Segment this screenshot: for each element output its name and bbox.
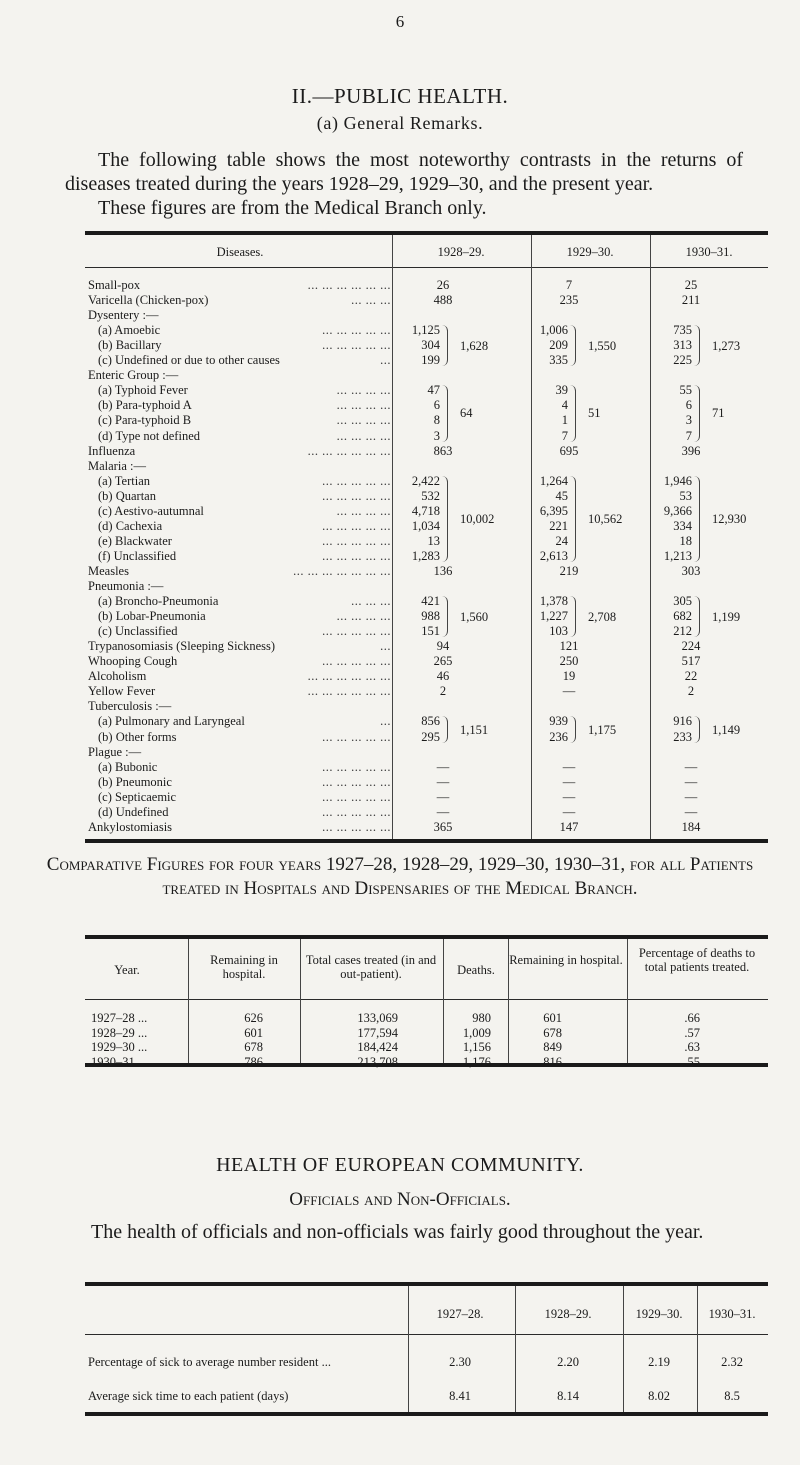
disease-value: — (436, 759, 450, 774)
comparative-year: 1930–31 ... (91, 1054, 148, 1069)
leader-dots: ... ... ... ... (336, 413, 391, 428)
disease-label: Trypanosomiasis (Sleeping Sickness) (88, 639, 276, 654)
disease-value: 235 (559, 293, 579, 308)
comparative-header-0: Year. (114, 963, 140, 977)
disease-label: (a) Tertian (98, 473, 150, 488)
disease-label: (b) Lobar-Pneumonia (98, 609, 206, 624)
disease-value: 735 (673, 323, 692, 338)
disease-value: 2,422 (411, 473, 440, 488)
group-brace (694, 716, 700, 742)
leader-dots: ... ... ... ... ... (322, 729, 391, 744)
leader-dots: ... ... ... ... ... ... (307, 443, 391, 458)
european-col-divider (408, 1286, 409, 1412)
disease-value: 4 (561, 398, 568, 413)
comparative-header-4: Remaining in hospital. (509, 953, 623, 967)
disease-value: 335 (549, 353, 568, 368)
disease-label: (c) Aestivo-autumnal (98, 503, 204, 518)
comparative-header-3: Deaths. (457, 963, 495, 977)
european-col-divider (515, 1286, 516, 1412)
disease-value: — (684, 774, 698, 789)
european-header-4: 1930–31. (708, 1307, 756, 1321)
disease-value: — (684, 804, 698, 819)
disease-value: 1,034 (411, 518, 440, 533)
table-bottom-rule (85, 839, 768, 843)
comparative-value: .55 (684, 1054, 700, 1069)
group-brace (694, 596, 700, 637)
group-brace (442, 716, 448, 742)
european-top-rule (85, 1282, 768, 1286)
group-brace (442, 476, 448, 562)
disease-label: (a) Pulmonary and Laryngeal (98, 714, 245, 729)
disease-value: 25 (684, 278, 698, 292)
disease-value: — (562, 789, 576, 804)
leader-dots: ... ... ... ... ... (322, 473, 391, 488)
disease-value: 94 (436, 639, 450, 654)
disease-value: 233 (673, 729, 692, 744)
comparative-value: 849 (543, 1040, 562, 1054)
disease-value: 916 (673, 714, 692, 729)
comparative-header-5: Percentage of deaths to total patients treated. (638, 946, 756, 974)
disease-value: 184 (681, 819, 701, 834)
disease-value: 2 (439, 684, 447, 699)
disease-value: 396 (681, 443, 701, 458)
disease-value: — (436, 789, 450, 804)
diseases-header-2: 1929–30. (566, 245, 614, 259)
disease-value: 6,395 (539, 503, 568, 518)
disease-value: 236 (549, 729, 568, 744)
european-header-rule (85, 1334, 768, 1335)
disease-value: 3 (685, 413, 692, 428)
european-subtitle: Officials and Non-Officials. (289, 1189, 511, 1210)
group-total: 1,628 (460, 338, 489, 353)
group-brace (570, 385, 576, 441)
disease-value: 2 (687, 684, 695, 699)
disease-value: 1 (561, 413, 568, 428)
comparative-value: 816 (543, 1054, 562, 1069)
comparative-value: 678 (543, 1025, 562, 1040)
comparative-value: 177,594 (357, 1025, 398, 1040)
group-total: 10,562 (588, 511, 623, 526)
disease-value: 19 (562, 669, 576, 684)
disease-value: — (562, 804, 576, 819)
disease-value: 1,125 (411, 323, 440, 338)
group-total: 12,930 (712, 511, 747, 526)
comparative-year: 1929–30 ... (91, 1040, 148, 1054)
disease-value: 121 (559, 639, 579, 654)
leader-dots: ... ... ... ... ... ... (307, 684, 391, 699)
comparative-value: 626 (244, 1011, 263, 1025)
group-brace (442, 596, 448, 637)
disease-label: Pneumonia :— (88, 579, 164, 593)
disease-value: 2,613 (539, 548, 568, 563)
group-total: 1,560 (460, 609, 489, 624)
disease-label: Plague :— (88, 744, 142, 759)
leader-dots: ... ... ... ... ... (322, 804, 391, 819)
disease-label: Malaria :— (88, 458, 146, 473)
leader-dots: ... ... ... ... (336, 398, 391, 413)
disease-label: (d) Cachexia (98, 518, 163, 533)
leader-dots: ... ... ... ... ... (322, 488, 391, 503)
group-brace (570, 716, 576, 742)
disease-value: 24 (555, 533, 568, 548)
comparative-value: 786 (244, 1054, 263, 1069)
comparative-value: 601 (543, 1011, 562, 1025)
european-header-3: 1929–30. (635, 1307, 683, 1321)
disease-value: 45 (555, 488, 568, 503)
european-bottom-rule (85, 1412, 768, 1416)
comparative-value: .57 (684, 1025, 700, 1040)
leader-dots: ... ... ... ... ... (322, 518, 391, 533)
comparative-col-divider (188, 939, 189, 1063)
group-brace (694, 476, 700, 562)
disease-value: 265 (433, 654, 453, 669)
diseases-header-0: Diseases. (216, 245, 264, 259)
leader-dots: ... ... ... (351, 293, 391, 308)
disease-label: (f) Unclassified (98, 548, 177, 563)
european-value: 2.19 (648, 1355, 670, 1369)
group-total: 1,149 (712, 722, 741, 737)
disease-value: 304 (421, 338, 440, 353)
disease-value: 313 (673, 338, 692, 353)
disease-value: 46 (436, 669, 450, 684)
group-brace (442, 385, 448, 441)
disease-value: 939 (549, 714, 568, 729)
comparative-title: Comparative Figures for four years 1927–28, 1928–29, 1929–30, 1930–31, for all Patients treated in Hospitals and Dispensaries of the Medical Branch. (46, 854, 754, 899)
disease-label: Whooping Cough (88, 654, 178, 669)
leader-dots: ... ... ... ... (336, 503, 391, 518)
group-total: 1,175 (588, 722, 617, 737)
group-brace (570, 596, 576, 637)
leader-dots: ... ... ... ... ... (322, 789, 391, 804)
leader-dots: ... ... ... ... ... (322, 533, 391, 548)
group-total: 1,151 (460, 722, 489, 737)
disease-label: (b) Bacillary (98, 338, 162, 353)
group-brace (694, 325, 700, 366)
european-title: HEALTH OF EUROPEAN COMMUNITY. (216, 1154, 584, 1176)
disease-value: 13 (427, 533, 440, 548)
leader-dots: ... ... ... ... ... ... ... (293, 563, 391, 578)
disease-label: Measles (88, 563, 129, 578)
disease-value: 250 (559, 654, 579, 669)
disease-label: (c) Undefined or due to other causes (98, 353, 280, 368)
european-value: 8.14 (557, 1389, 579, 1403)
comparative-value: 1,156 (462, 1040, 491, 1054)
comparative-value: 213,708 (357, 1054, 398, 1069)
comparative-year: 1928–29 ... (91, 1025, 148, 1040)
group-total: 51 (588, 406, 601, 421)
disease-value: — (562, 774, 576, 789)
comparative-value: 1,176 (462, 1054, 491, 1069)
group-brace (570, 476, 576, 562)
disease-label: Small-pox (88, 278, 141, 292)
diseases-header-3: 1930–31. (685, 245, 733, 259)
comparative-value: 601 (244, 1025, 263, 1040)
comparative-value: 184,424 (357, 1040, 398, 1054)
disease-value: 4,718 (411, 503, 440, 518)
leader-dots: ... ... ... ... (336, 383, 391, 398)
disease-value: 421 (421, 594, 440, 609)
disease-label: (b) Other forms (98, 729, 177, 744)
disease-value: 136 (433, 563, 453, 578)
european-header-1: 1927–28. (436, 1307, 484, 1321)
disease-label: Varicella (Chicken-pox) (88, 293, 209, 308)
disease-label: Alcoholism (88, 669, 147, 684)
disease-value: 147 (559, 819, 579, 834)
disease-value: 303 (681, 563, 701, 578)
table-top-rule (85, 231, 768, 235)
leader-dots: ... ... ... ... ... (322, 323, 391, 338)
disease-value: — (562, 759, 576, 774)
european-value: 2.20 (557, 1355, 579, 1369)
disease-value: — (684, 789, 698, 804)
disease-value: — (684, 759, 698, 774)
disease-value: 1,213 (663, 548, 692, 563)
comparative-header-1: Remaining in hospital. (210, 953, 278, 981)
disease-value: 365 (433, 819, 453, 834)
disease-value: 209 (549, 338, 568, 353)
disease-label: (e) Blackwater (98, 533, 172, 548)
disease-value: 7 (561, 428, 568, 443)
leader-dots: ... ... ... (351, 594, 391, 609)
leader-dots: ... ... ... ... ... (322, 774, 391, 789)
disease-value: 224 (681, 639, 701, 654)
disease-value: 1,006 (539, 323, 568, 338)
disease-value: 9,366 (663, 503, 692, 518)
disease-value: 695 (559, 443, 579, 458)
disease-value: 26 (436, 278, 450, 292)
disease-value: 1,227 (539, 609, 568, 624)
disease-value: 151 (421, 624, 440, 639)
disease-label: Influenza (88, 443, 136, 458)
disease-label: (d) Undefined (98, 804, 169, 819)
disease-label: Enteric Group :— (88, 368, 179, 383)
european-value: 8.5 (724, 1389, 740, 1403)
disease-label: (d) Type not defined (98, 428, 200, 443)
comparative-value: .63 (684, 1040, 700, 1054)
subsection-title: (a) General Remarks. (316, 113, 484, 133)
disease-value: 53 (679, 488, 692, 503)
disease-value: 1,264 (539, 473, 568, 488)
disease-value: 55 (679, 383, 692, 398)
disease-value: — (436, 804, 450, 819)
disease-value: 6 (433, 398, 440, 413)
disease-value: 863 (433, 443, 453, 458)
leader-dots: ... ... ... ... ... (322, 759, 391, 774)
comparative-year: 1927–28 ... (91, 1011, 148, 1025)
disease-value: 488 (433, 293, 453, 308)
group-brace (442, 325, 448, 366)
disease-value: 47 (427, 383, 440, 398)
leader-dots: ... ... ... ... ... ... (307, 669, 391, 684)
european-value: 8.41 (449, 1389, 471, 1403)
european-value: 2.30 (449, 1355, 471, 1369)
disease-value: 532 (421, 488, 440, 503)
disease-value: 295 (421, 729, 440, 744)
disease-value: 225 (673, 353, 692, 368)
comparative-header-2: Total cases treated (in and out-patient). (305, 953, 437, 981)
european-row-label: Percentage of sick to average number resident ... (88, 1355, 331, 1369)
disease-label: (c) Septicaemic (98, 789, 177, 804)
group-total: 64 (460, 406, 473, 421)
european-header-2: 1928–29. (544, 1307, 592, 1321)
disease-value: 103 (549, 624, 568, 639)
group-total: 10,002 (460, 511, 495, 526)
disease-label: Yellow Fever (88, 684, 156, 699)
intro-paragraph: The following table shows the most noteworthy contrasts in the returns of diseases treated during the years 1928–29, 1929–30, and the present year. (65, 149, 743, 195)
disease-value: 334 (673, 518, 692, 533)
leader-dots: ... ... ... ... ... (322, 624, 391, 639)
european-paragraph: The health of officials and non-officials was fairly good throughout the year. (91, 1221, 704, 1243)
disease-value: 211 (681, 293, 701, 308)
disease-label: Ankylostomiasis (88, 819, 173, 834)
disease-label: (c) Unclassified (98, 624, 178, 639)
leader-dots: ... ... ... ... ... ... (307, 278, 391, 292)
leader-dots: ... ... ... ... (336, 609, 391, 624)
disease-label: (a) Bubonic (98, 759, 158, 774)
group-total: 1,199 (712, 609, 741, 624)
group-brace (694, 385, 700, 441)
leader-dots: ... (380, 714, 391, 729)
disease-label: Tuberculosis :— (88, 699, 172, 714)
disease-value: 517 (681, 654, 701, 669)
disease-label: (a) Typhoid Fever (98, 383, 188, 398)
table-header-rule (85, 267, 768, 268)
group-brace (570, 325, 576, 366)
european-value: 2.32 (721, 1355, 743, 1369)
page-number: 6 (395, 12, 405, 31)
disease-label: (a) Amoebic (98, 323, 161, 338)
disease-value: 219 (559, 563, 579, 578)
disease-label: (b) Quartan (98, 488, 156, 503)
disease-value: — (562, 684, 576, 699)
disease-label: (b) Para-typhoid A (98, 398, 192, 413)
comparative-value: 133,069 (357, 1011, 398, 1025)
disease-value: 7 (685, 428, 692, 443)
disease-value: 18 (679, 533, 692, 548)
disease-value: 6 (685, 398, 692, 413)
disease-value: 1,946 (663, 473, 692, 488)
section-title: II.—PUBLIC HEALTH. (291, 84, 509, 108)
leader-dots: ... ... ... ... ... (322, 819, 391, 834)
european-row-label: Average sick time to each patient (days) (88, 1389, 289, 1403)
comparative-value: .66 (684, 1011, 700, 1025)
disease-value: 856 (421, 714, 440, 729)
disease-value: 305 (673, 594, 692, 609)
group-total: 1,273 (712, 338, 741, 353)
disease-value: 3 (433, 428, 440, 443)
disease-value: — (436, 774, 450, 789)
leader-dots: ... ... ... ... ... (322, 654, 391, 669)
european-value: 8.02 (648, 1389, 670, 1403)
disease-value: 988 (421, 609, 440, 624)
comparative-value: 1,009 (462, 1025, 491, 1040)
disease-value: 7 (565, 278, 573, 292)
disease-label: (c) Para-typhoid B (98, 413, 192, 428)
comparative-col-divider (300, 939, 301, 1063)
diseases-header-1: 1928–29. (437, 245, 485, 259)
leader-dots: ... (380, 639, 391, 654)
disease-value: 8 (433, 413, 440, 428)
disease-value: 221 (549, 518, 568, 533)
leader-dots: ... ... ... ... (336, 428, 391, 443)
disease-value: 22 (684, 669, 698, 684)
comparative-value: 678 (244, 1040, 263, 1054)
disease-value: 1,378 (539, 594, 568, 609)
disease-value: 1,283 (411, 548, 440, 563)
leader-dots: ... ... ... ... ... (322, 548, 391, 563)
group-total: 71 (712, 406, 725, 421)
disease-value: 39 (555, 383, 568, 398)
leader-dots: ... (380, 353, 391, 368)
disease-label: (a) Broncho-Pneumonia (98, 594, 219, 609)
disease-label: Dysentery :— (88, 308, 159, 323)
disease-label: (b) Pneumonic (98, 774, 172, 789)
group-total: 2,708 (588, 609, 617, 624)
disease-value: 199 (421, 353, 440, 368)
leader-dots: ... ... ... ... ... (322, 338, 391, 353)
disease-value: 212 (673, 624, 692, 639)
intro-paragraph-2: These figures are from the Medical Branch only. (98, 197, 487, 219)
group-total: 1,550 (588, 338, 617, 353)
comparative-value: 980 (472, 1011, 491, 1025)
disease-value: 682 (673, 609, 692, 624)
